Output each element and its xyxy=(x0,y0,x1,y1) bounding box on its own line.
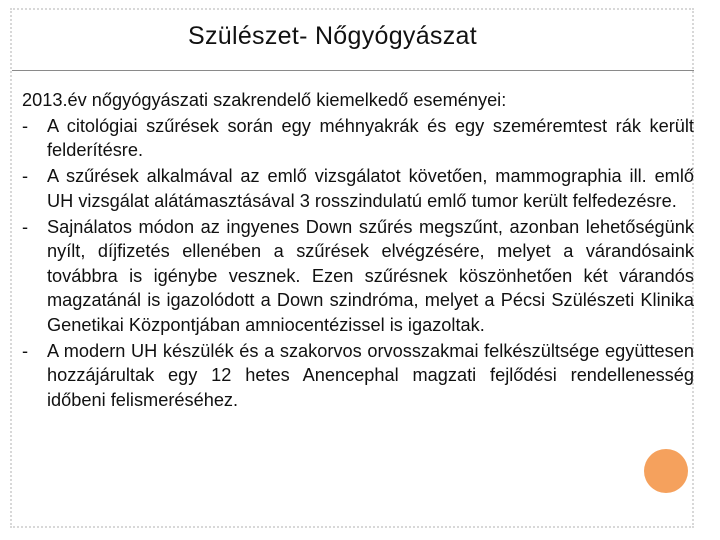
dash-bullet-icon: - xyxy=(22,166,29,186)
bullet-text: A szűrések alkalmával az emlő vizsgálatot követően, mammographia ill. emlő UH vizsgálat alátámasztásával 3 rosszindulatú emlő tumor került felfedezésre. xyxy=(47,166,694,211)
bullet-text: Sajnálatos módon az ingyenes Down szűrés megszűnt, azonban lehetőségünk nyílt, díjfizetés ellenében a szűrések elvégzésére, melyet a várandósaink továbbra is igénybe vesznek. Ezen szűrésnek köszönhetően két várandós magzatánál is igazolódott a Down szindróma, melyet a Pécsi Szülészeti Klinika Genetikai Központjában amniocentézissel is igazoltak. xyxy=(47,216,694,335)
bullet-text: A citológiai szűrések során egy méhnyakrák és egy szeméremtest rák került felderítésre. xyxy=(47,115,694,160)
slide-body xyxy=(22,88,694,414)
bullet-item-breast-screening xyxy=(22,164,694,213)
intro-heading: 2013.év nőgyógyászati szakrendelő kiemelkedő eseményei: xyxy=(22,90,507,110)
bullet-item-ultrasound xyxy=(22,339,694,413)
dash-bullet-icon: - xyxy=(22,115,29,136)
dash-bullet-icon: - xyxy=(22,216,29,237)
dash-bullet-icon: - xyxy=(22,340,29,361)
accent-circle-decoration xyxy=(644,449,688,493)
slide-title: Szülészet- Nőgyógyászat xyxy=(188,22,477,50)
title-divider xyxy=(12,70,694,71)
bullet-item-down-screening xyxy=(22,215,694,338)
bullet-item-cytology xyxy=(22,114,694,163)
bullet-text: A modern UH készülék és a szakorvos orvosszakmai felkészültsége együttesen hozzájárultak egy 12 hetes Anencephal magzati fejlődési rendellenesség időbeni felismeréséhez. xyxy=(47,340,694,410)
bullet-list xyxy=(22,114,694,413)
